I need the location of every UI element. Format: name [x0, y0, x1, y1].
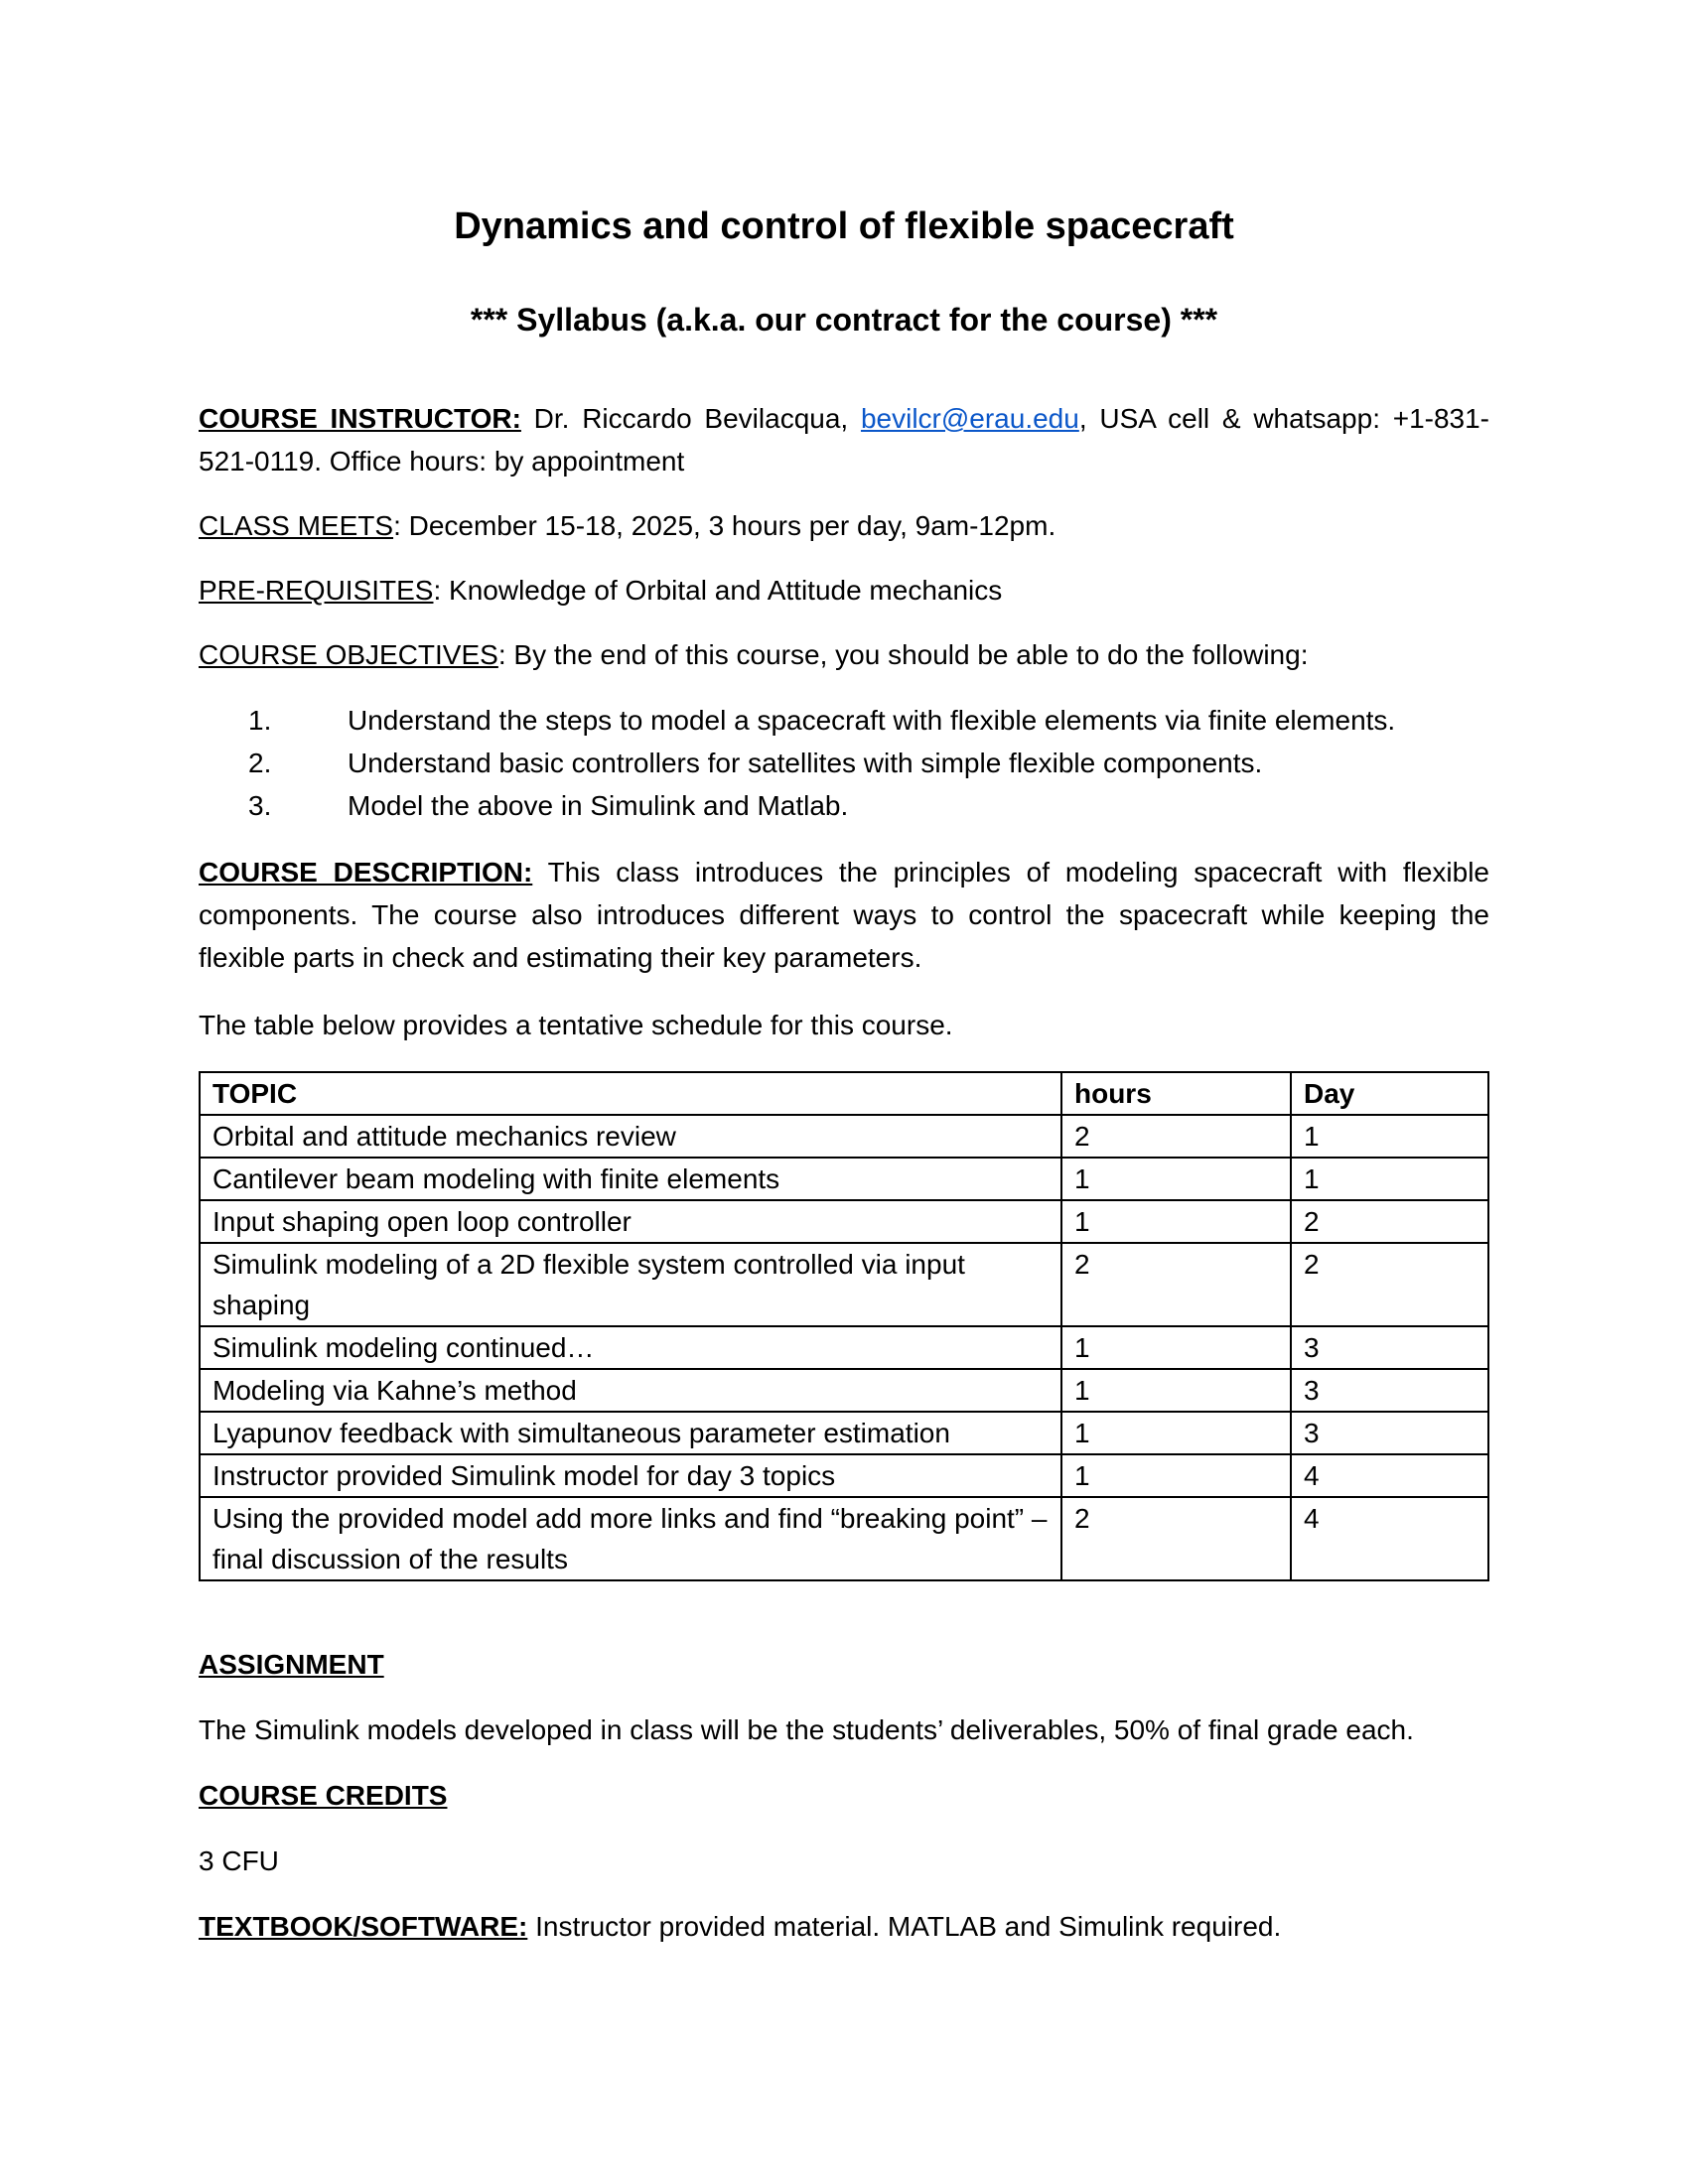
- prerequisites-section: [199, 569, 1489, 612]
- textbook-label: TEXTBOOK/SOFTWARE:: [199, 1911, 528, 1942]
- instructor-section: [199, 397, 1489, 482]
- instructor-name: Dr. Riccardo Bevilacqua,: [520, 403, 861, 434]
- header-day: Day: [1291, 1072, 1488, 1115]
- objective-item: [199, 784, 1489, 827]
- textbook-text: Instructor provided material. MATLAB and Simulink required.: [527, 1911, 1282, 1942]
- document-title: Dynamics and control of flexible spacecraft: [454, 205, 1234, 247]
- cell-hours: 2: [1061, 1115, 1291, 1158]
- instructor-email-link[interactable]: bevilcr@erau.edu: [860, 403, 1079, 434]
- objective-number: 3.: [248, 790, 272, 821]
- credits-label: COURSE CREDITS: [199, 1780, 448, 1811]
- class-meets-label: CLASS MEETS: [199, 510, 394, 541]
- description-text: This class introduces the principles of modeling spacecraft with flexible components. The course also introduces different ways to control the spacecraft while keeping the flexible parts in check and estimating their key parameters.: [199, 857, 1489, 973]
- objectives-list: [199, 699, 1489, 827]
- cell-hours: 1: [1061, 1326, 1291, 1369]
- objective-text: Understand the steps to model a spacecraft with flexible elements via finite elements.: [348, 705, 1396, 736]
- cell-topic: Using the provided model add more links and find “breaking point” – final discussion of the results: [200, 1497, 1061, 1580]
- objective-text: Understand basic controllers for satellites with simple flexible components.: [348, 748, 1263, 778]
- cell-topic: Instructor provided Simulink model for day 3 topics: [200, 1454, 1061, 1497]
- cell-topic: Input shaping open loop controller: [200, 1200, 1061, 1243]
- table-row: [200, 1243, 1488, 1326]
- cell-day: 3: [1291, 1369, 1488, 1412]
- table-row: [200, 1200, 1488, 1243]
- cell-day: 1: [1291, 1158, 1488, 1200]
- objective-number: 1.: [248, 705, 272, 736]
- document-subtitle: *** Syllabus (a.k.a. our contract for the course) ***: [470, 302, 1218, 338]
- description-section: [199, 851, 1489, 979]
- objective-item: [199, 742, 1489, 784]
- table-row: [200, 1454, 1488, 1497]
- cell-topic: Lyapunov feedback with simultaneous parameter estimation: [200, 1412, 1061, 1454]
- table-intro: The table below provides a tentative schedule for this course.: [199, 1010, 953, 1040]
- cell-day: 2: [1291, 1243, 1488, 1326]
- cell-day: 3: [1291, 1412, 1488, 1454]
- cell-day: 4: [1291, 1497, 1488, 1580]
- cell-hours: 1: [1061, 1412, 1291, 1454]
- objective-number: 2.: [248, 748, 272, 778]
- cell-topic: Modeling via Kahne’s method: [200, 1369, 1061, 1412]
- assignment-label: ASSIGNMENT: [199, 1649, 384, 1680]
- instructor-contact: , USA cell & whatsapp: +1-831-521-0119. Office hours: by appointment: [199, 403, 1490, 477]
- schedule-table: [199, 1071, 1489, 1581]
- credits-text: 3 CFU: [199, 1845, 279, 1876]
- cell-topic: Orbital and attitude mechanics review: [200, 1115, 1061, 1158]
- instructor-label: COURSE INSTRUCTOR:: [199, 403, 521, 434]
- cell-day: 2: [1291, 1200, 1488, 1243]
- objectives-section: [199, 633, 1489, 676]
- prerequisites-text: : Knowledge of Orbital and Attitude mechanics: [433, 575, 1003, 606]
- cell-topic: Simulink modeling continued…: [200, 1326, 1061, 1369]
- cell-topic: Simulink modeling of a 2D flexible system controlled via input shaping: [200, 1243, 1061, 1326]
- cell-hours: 2: [1061, 1497, 1291, 1580]
- prerequisites-label: PRE-REQUISITES: [199, 575, 434, 606]
- class-meets-text: : December 15-18, 2025, 3 hours per day, 9am-12pm.: [393, 510, 1056, 541]
- cell-day: 4: [1291, 1454, 1488, 1497]
- cell-day: 3: [1291, 1326, 1488, 1369]
- cell-hours: 1: [1061, 1454, 1291, 1497]
- cell-topic: Cantilever beam modeling with finite elements: [200, 1158, 1061, 1200]
- cell-day: 1: [1291, 1115, 1488, 1158]
- objectives-label: COURSE OBJECTIVES: [199, 639, 498, 670]
- objective-item: [199, 699, 1489, 742]
- table-row: [200, 1326, 1488, 1369]
- class-meets-section: [199, 504, 1489, 547]
- credits-heading: [199, 1774, 1489, 1817]
- assignment-heading: [199, 1643, 1489, 1686]
- header-hours: hours: [1061, 1072, 1291, 1115]
- description-label: COURSE DESCRIPTION:: [199, 857, 533, 887]
- textbook-section: [199, 1905, 1489, 1948]
- table-row: [200, 1412, 1488, 1454]
- table-header-row: [200, 1072, 1488, 1115]
- cell-hours: 1: [1061, 1369, 1291, 1412]
- table-row: [200, 1115, 1488, 1158]
- header-topic: TOPIC: [200, 1072, 1061, 1115]
- objective-text: Model the above in Simulink and Matlab.: [348, 790, 849, 821]
- objectives-text: : By the end of this course, you should be able to do the following:: [497, 639, 1309, 670]
- cell-hours: 2: [1061, 1243, 1291, 1326]
- cell-hours: 1: [1061, 1158, 1291, 1200]
- table-row: [200, 1369, 1488, 1412]
- table-row: [200, 1158, 1488, 1200]
- table-row: [200, 1497, 1488, 1580]
- assignment-text: The Simulink models developed in class will be the students’ deliverables, 50% of final grade each.: [199, 1714, 1414, 1745]
- cell-hours: 1: [1061, 1200, 1291, 1243]
